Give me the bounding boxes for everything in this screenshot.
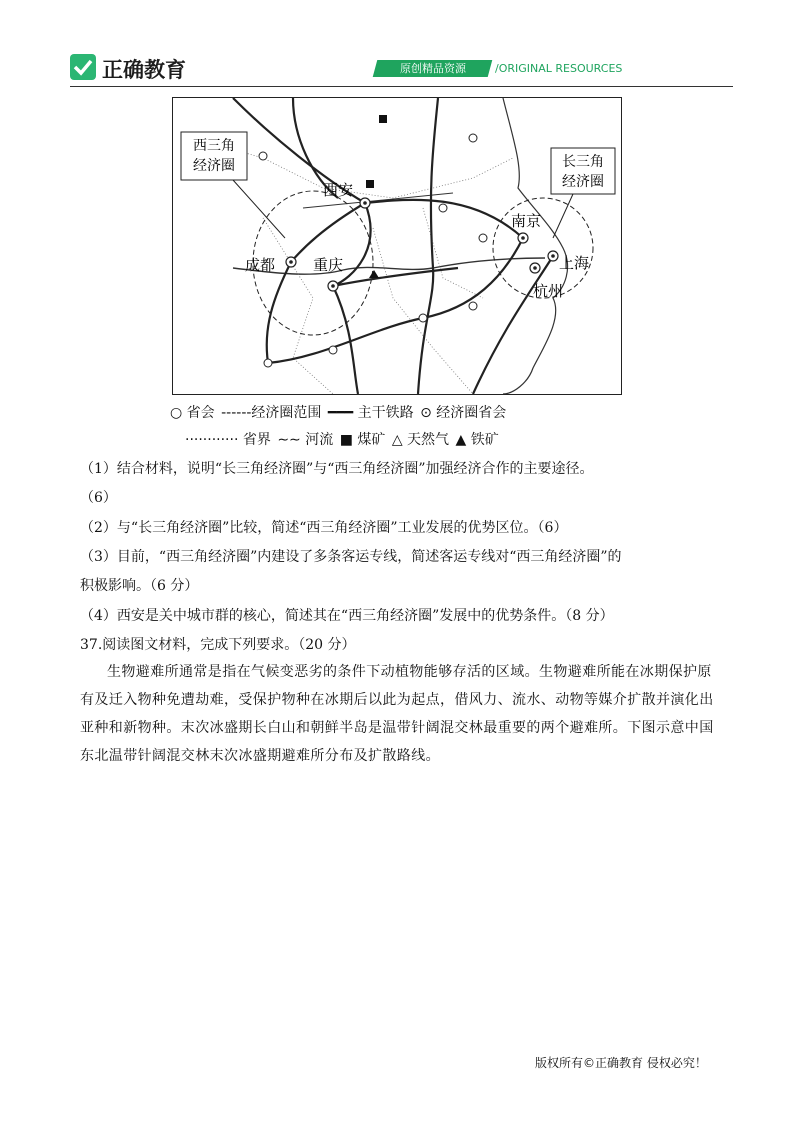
legend-row-1: ○ 省会 ------经济圈范围 ━━━ 主干铁路 ⊙ 经济圈省会 (170, 405, 507, 421)
question-3: （3）目前，“西三角经济圈”内建设了多条客运专线，简述客运专线对“西三角经济圈”的 (80, 549, 622, 565)
ribbon-english: /ORIGINAL RESOURCES (495, 62, 623, 75)
city-chengdu: 成都 (245, 256, 276, 274)
checkmark-logo-icon (70, 54, 96, 80)
legend-row-2: ············ 省界 ∼∼ 河流 ■ 煤矿 △ 天然气 ▲ 铁矿 (185, 432, 499, 448)
question-2: （2）与“长三角经济圈”比较，简述“西三角经济圈”工业发展的优势区位。（6） (80, 520, 568, 536)
question-1: （1）结合材料，说明“长三角经济圈”与“西三角经济圈”加强经济合作的主要途径。 (80, 461, 594, 477)
city-xian: 西安 (323, 181, 354, 199)
page-header (70, 52, 733, 88)
copyright-footer: 版权所有©正确教育 侵权必究！ (535, 1056, 707, 1070)
brand-name: 正确教育 (102, 58, 186, 82)
city-shanghai: 上海 (559, 254, 590, 272)
city-chongqing: 重庆 (313, 256, 344, 274)
question-1-score: （6） (80, 490, 117, 506)
callout-west-line2: 经济圈 (193, 158, 235, 174)
question-3-cont: 积极影响。（6 分） (80, 578, 199, 594)
city-hangzhou: 杭州 (533, 282, 564, 300)
callout-west-line1: 西三角 (193, 138, 235, 154)
question-4: （4）西安是关中城市群的核心，简述其在“西三角经济圈”发展中的优势条件。（8 分） (80, 608, 614, 624)
question-37-title: 37.阅读图文材料，完成下列要求。（20 分） (80, 637, 356, 653)
city-nanjing: 南京 (511, 212, 542, 230)
header-divider (70, 86, 733, 87)
material-paragraph: 生物避难所通常是指在气候变恶劣的条件下动植物能够存活的区域。生物避难所能在冰期保护原有及迁入物种免遭劫难，受保护物种在冰期后以此为起点，借风力、流水、动物等媒介扩散并演化出亚种和新物种。末次冰盛期长白山和朝鲜半岛是温带针阔混交林最重要的两个避难所。下图示意中国东北温带针阔混交林末次冰盛期避难所分布及扩散路线。 (80, 664, 714, 764)
callout-east-line2: 经济圈 (562, 174, 604, 190)
economic-circle-map (172, 97, 622, 395)
callout-east-line1: 长三角 (562, 154, 604, 170)
ribbon-label: 原创精品资源 (373, 60, 493, 77)
